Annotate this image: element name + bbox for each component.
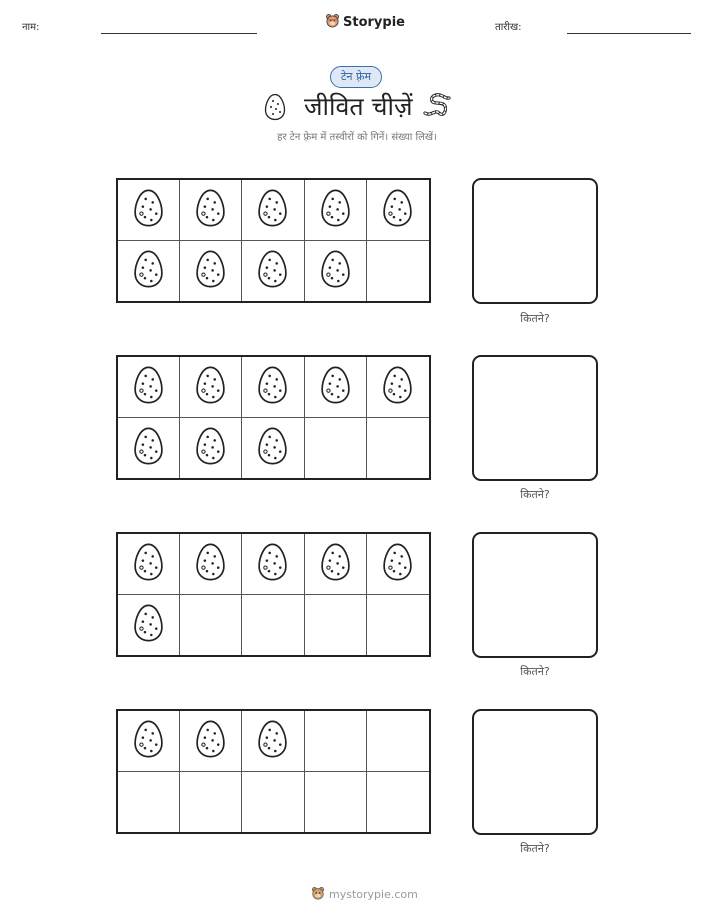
frame-cell <box>305 534 367 595</box>
frame-cell <box>305 357 367 418</box>
frame-cell <box>180 357 242 418</box>
frame-cell <box>367 772 429 833</box>
frame-cell <box>118 772 180 833</box>
egg-icon <box>320 188 351 232</box>
egg-icon <box>133 188 164 232</box>
name-line[interactable] <box>101 33 257 34</box>
frame-cell <box>305 180 367 241</box>
frame-cell <box>118 180 180 241</box>
frame-cell <box>118 534 180 595</box>
ten-frame-3 <box>116 532 431 657</box>
ten-frame-2 <box>116 355 431 480</box>
egg-icon <box>133 249 164 293</box>
frame-cell <box>242 180 304 241</box>
egg-icon <box>257 542 288 586</box>
ten-frame-4 <box>116 709 431 834</box>
frame-cell <box>242 772 304 833</box>
frame-cell <box>305 418 367 479</box>
answer-box-1[interactable] <box>472 178 598 304</box>
frame-cell <box>367 418 429 479</box>
frame-cell <box>242 711 304 772</box>
brand-name: Storypie <box>343 15 405 30</box>
egg-icon <box>382 365 413 409</box>
egg-icon <box>257 365 288 409</box>
name-label: नाम: <box>22 22 40 33</box>
egg-icon <box>320 365 351 409</box>
frame-cell <box>367 357 429 418</box>
frame-cell <box>180 180 242 241</box>
egg-icon <box>133 603 164 647</box>
frame-cell <box>118 241 180 302</box>
frame-cell <box>242 595 304 656</box>
egg-icon <box>320 542 351 586</box>
egg-icon <box>133 719 164 763</box>
date-line[interactable] <box>567 33 691 34</box>
frame-cell <box>180 241 242 302</box>
bear-logo-icon <box>311 885 325 904</box>
page-title: जीवित चीज़ें <box>304 92 413 121</box>
answer-label-3: कितने? <box>520 665 550 678</box>
frame-cell <box>305 772 367 833</box>
frame-cell <box>242 241 304 302</box>
egg-icon <box>320 249 351 293</box>
frame-cell <box>305 595 367 656</box>
frame-cell <box>367 534 429 595</box>
egg-icon <box>133 365 164 409</box>
egg-icon <box>195 188 226 232</box>
egg-icon <box>195 719 226 763</box>
frame-cell <box>118 595 180 656</box>
instructions: हर टेन फ़्रेम में तस्वीरों को गिनें। संख्या लिखें। <box>277 132 437 143</box>
frame-cell <box>118 418 180 479</box>
egg-icon <box>257 188 288 232</box>
frame-cell <box>180 772 242 833</box>
frame-cell <box>242 357 304 418</box>
answer-box-4[interactable] <box>472 709 598 835</box>
egg-icon <box>382 542 413 586</box>
date-label: तारीख: <box>495 22 522 33</box>
egg-icon <box>195 365 226 409</box>
snake-icon <box>422 92 452 122</box>
footer <box>311 885 418 904</box>
frame-cell <box>180 534 242 595</box>
frame-cell <box>180 418 242 479</box>
frame-cell <box>367 180 429 241</box>
frame-cell <box>242 418 304 479</box>
ten-frame-1 <box>116 178 431 303</box>
answer-label-1: कितने? <box>520 312 550 325</box>
egg-icon <box>133 426 164 470</box>
frame-cell <box>118 357 180 418</box>
egg-icon <box>257 249 288 293</box>
bear-logo-icon <box>325 13 340 32</box>
answer-label-2: कितने? <box>520 488 550 501</box>
frame-cell <box>180 595 242 656</box>
frame-cell <box>305 241 367 302</box>
topic-badge: टेन फ़्रेम <box>330 66 382 88</box>
frame-cell <box>367 711 429 772</box>
egg-icon <box>257 719 288 763</box>
egg-icon <box>264 93 286 125</box>
egg-icon <box>195 249 226 293</box>
egg-icon <box>133 542 164 586</box>
footer-url: mystorypie.com <box>329 888 418 901</box>
egg-icon <box>257 426 288 470</box>
frame-cell <box>118 711 180 772</box>
egg-icon <box>382 188 413 232</box>
egg-icon <box>195 542 226 586</box>
answer-box-2[interactable] <box>472 355 598 481</box>
frame-cell <box>305 711 367 772</box>
frame-cell <box>242 534 304 595</box>
frame-cell <box>367 595 429 656</box>
frame-cell <box>180 711 242 772</box>
answer-label-4: कितने? <box>520 842 550 855</box>
answer-box-3[interactable] <box>472 532 598 658</box>
brand <box>325 13 405 32</box>
egg-icon <box>195 426 226 470</box>
frame-cell <box>367 241 429 302</box>
